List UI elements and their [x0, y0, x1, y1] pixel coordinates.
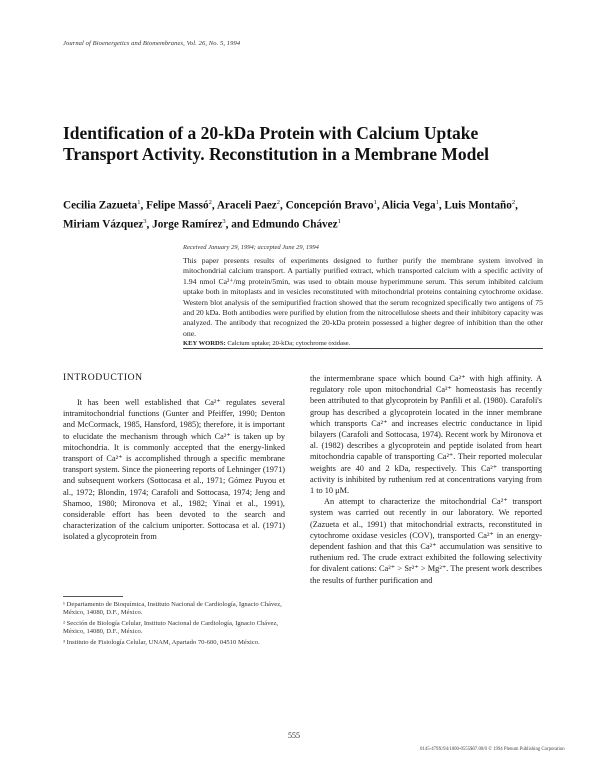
author-name: Concepción Bravo — [285, 199, 374, 212]
footnote: ³ Instituto de Fisiología Celular, UNAM, Apartado 70-600, 04510 México. — [63, 638, 260, 646]
author-name: and Edmundo Chávez — [231, 218, 338, 231]
author-name: Araceli Paez — [216, 199, 277, 212]
affiliation-marker: 1 — [337, 217, 341, 225]
paragraph: An attempt to characterize the mitochondrial Ca²⁺ transport system was carried out recently in our laboratory. We reported (Zazueta et al., 1991) that mitochondrial extracts, reconstituted in cytochrome oxidase vesicles (COV), transported Ca²⁺ in an energy-dependent fashion and that this Ca²⁺ accumulation was sensitive to ruthenium red. The crude extract exhibited the following selectivity for divalent cations: Ca²⁺ > Sr²⁺ > Mg²⁺. The present work describes the results of further purification and — [310, 497, 542, 585]
affiliation-marker: 3 — [222, 217, 226, 225]
section-heading: INTRODUCTION — [63, 372, 143, 383]
abstract: This paper presents results of experiments designed to further purify the membrane system involved in mitochondrial calcium transport. A partially purified extract, which transported calcium with a specific activity of 1.94 nmol Ca²⁺/mg protein/5min, was used to obtain mouse hyperimmune serum. This serum inhibited calcium uptake both in mitoplasts and in vesicles reconstituted with mitochondrial proteins containing cytochrome oxidase. Western blot analysis of the semipurified fraction showed that the serum recognized specifically two antigens of 75 and 20 kDa. Both antibodies were purified by elution from the nitrocellulose sheets and their inhibitory capacity was analyzed. The antibody that recognized the 20-kDa protein possessed a higher degree of inhibition than the other one. — [183, 256, 543, 338]
affiliation-marker: 1 — [435, 199, 439, 206]
left-column — [63, 397, 285, 543]
affiliation-marker: 2 — [276, 199, 281, 206]
right-column — [310, 373, 542, 586]
affiliation-marker: 2 — [511, 199, 516, 206]
author-name: Luis Montaño — [444, 199, 512, 212]
author-name: Alicia Vega — [381, 199, 436, 212]
author-list: Cecilia Zazueta$^1$, Felipe Massó$^2$, Araceli Paez$^2$, Concepción Bravo$^1$, Alicia Vega$^1$, Luis Montaño$^2$, Miriam Vázquez$^3$, Jorge Ramírez$^3$, and Edmundo Chávez$^1$ — [63, 199, 518, 231]
footnote: ¹ Departamento de Bioquímica, Instituto Nacional de Cardiología, Ignacio Chávez, México, 14080, D.F., México. — [63, 601, 282, 617]
paragraph: It has been well established that Ca²⁺ regulates several intramitochondrial functions (Gunter and Pfeiffer, 1990; Denton and McCormack, 1985, Hansford, 1985); therefore, it is important to elucidate the mechanism through which Ca²⁺ is taken up by mitochondria. It is commonly accepted that the energy-linked transport of Ca²⁺ is accomplished through a specific membrane transport system. Since the pioneering reports of Lehninger (1971) and subsequent workers (Sottocasa et al., 1971; Gómez Puyou et al., 1972; Blondin, 1974; Carafoli and Sottocasa, 1974; Jeng and Shamoo, 1980; Mironova et al., 1982; Yinai et al., 1991), considerable effort has been devoted to the search and characterization of the calcium uniporter. Sottocasa et al. (1971) isolated a glycoprotein from — [63, 398, 285, 542]
received-dates: Received January 29, 1994; accepted June 29, 1994 — [183, 244, 319, 251]
author-name: Cecilia Zazueta — [63, 199, 138, 212]
page-number: 555 — [288, 731, 300, 740]
author-name: Miriam Vázquez — [63, 218, 144, 231]
affiliation-marker: 2 — [208, 199, 212, 206]
footnotes — [63, 601, 285, 649]
paragraph: the intermembrane space which bound Ca²⁺ with high affinity. A regulatory role upon mitochondrial Ca²⁺ homeostasis has recently been attributed to that glycoprotein by Panfili et al. (1980). Carafoli's group has described a glycoprotein located in the inner membrane which transports Ca²⁺ and increases electric conductance in lipid bilayers (Carafoli and Sottocasa, 1974). Recent work by Mironova et al. (1982) describes a glycoprotein and peptide isolated from heart mitochondria capable of transporting Ca²⁺. Their reported molecular weights are 40 and 2 kDa, respectively. This Ca²⁺ transporting activity is inhibited by ruthenium red at concentrations varying from 1 to 10 μM. — [310, 374, 542, 496]
abstract-divider — [183, 348, 543, 349]
keywords-label: KEY WORDS: — [183, 340, 226, 347]
author-name: Jorge Ramírez — [152, 218, 223, 231]
author-name: Felipe Massó — [146, 199, 209, 212]
copyright-line: 0145-479X/94/1000-0555$07.00/0 © 1994 Plenum Publishing Corporation — [420, 747, 565, 752]
article-title: Identification of a 20-kDa Protein with Calcium Uptake Transport Activity. Reconstitution in a Membrane Model — [63, 123, 489, 164]
affiliation-marker: 1 — [373, 199, 377, 206]
affiliation-marker: 3 — [143, 217, 147, 225]
affiliation-marker: 1 — [137, 199, 141, 206]
keywords-text: Calcium uptake; 20-kDa; cytochrome oxidase. — [227, 340, 351, 347]
keywords — [183, 340, 543, 347]
footnote: ² Sección de Biología Celular, Instituto Nacional de Cardiología, Ignacio Chávez, México, 14080, D.F., México. — [63, 619, 279, 636]
footnote-divider — [63, 596, 123, 597]
journal-citation: Journal of Bioenergetics and Biomembranes, Vol. 26, No. 5, 1994 — [63, 40, 241, 47]
